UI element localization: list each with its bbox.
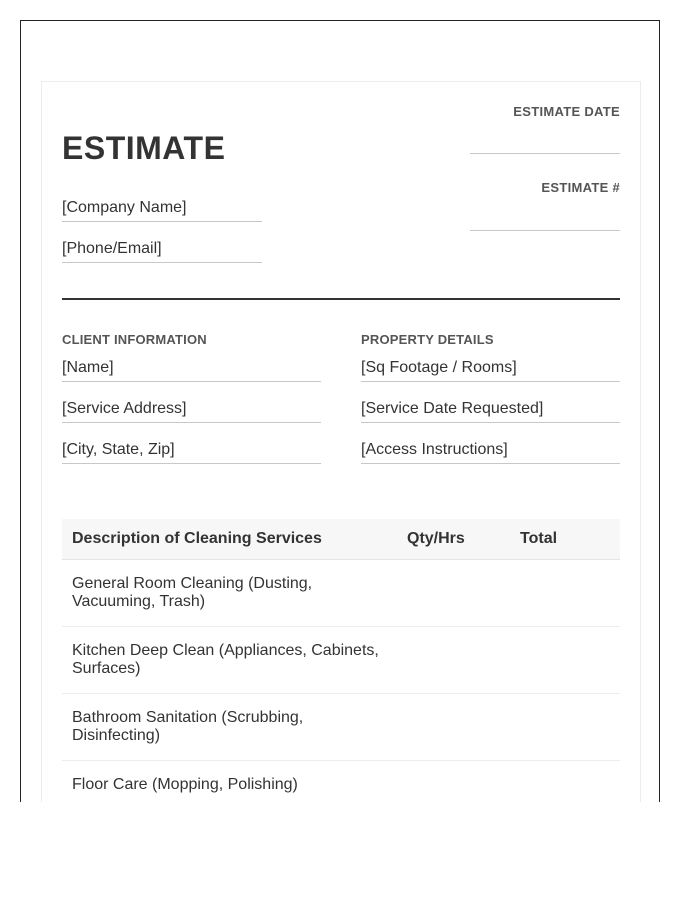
estimate-sheet: [41, 81, 641, 802]
access-instructions-field[interactable]: [Access Instructions]: [361, 440, 620, 464]
estimate-number-field[interactable]: [470, 229, 620, 231]
table-row: [62, 560, 620, 627]
column-header-description: Description of Cleaning Services: [72, 530, 322, 547]
column-header-qty: Qty/Hrs: [407, 530, 465, 547]
header-divider: [62, 298, 620, 300]
document-frame: [20, 20, 660, 802]
service-date-field[interactable]: [Service Date Requested]: [361, 399, 620, 423]
estimate-date-field[interactable]: [470, 152, 620, 154]
service-description: General Room Cleaning (Dusting, Vacuuming, Trash): [72, 575, 313, 610]
table-row: [62, 627, 620, 694]
city-state-zip-field[interactable]: [City, State, Zip]: [62, 440, 321, 464]
company-name-field[interactable]: [Company Name]: [62, 198, 262, 222]
services-table: [62, 519, 620, 802]
estimate-number-label: ESTIMATE #: [541, 180, 620, 195]
service-description: Floor Care (Mopping, Polishing): [72, 776, 298, 793]
property-details-heading: PROPERTY DETAILS: [361, 332, 494, 347]
table-header: [62, 519, 620, 560]
service-address-field[interactable]: [Service Address]: [62, 399, 321, 423]
table-row: [62, 694, 620, 761]
page-title: ESTIMATE: [62, 130, 226, 166]
service-description: Kitchen Deep Clean (Appliances, Cabinets, Surfaces): [72, 642, 379, 677]
sq-footage-field[interactable]: [Sq Footage / Rooms]: [361, 358, 620, 382]
phone-email-field[interactable]: [Phone/Email]: [62, 239, 262, 263]
client-information-heading: CLIENT INFORMATION: [62, 332, 207, 347]
service-description: Bathroom Sanitation (Scrubbing, Disinfecting): [72, 709, 304, 744]
table-row: [62, 761, 620, 802]
client-name-field[interactable]: [Name]: [62, 358, 321, 382]
estimate-date-label: ESTIMATE DATE: [513, 104, 620, 119]
column-header-total: Total: [520, 530, 558, 547]
